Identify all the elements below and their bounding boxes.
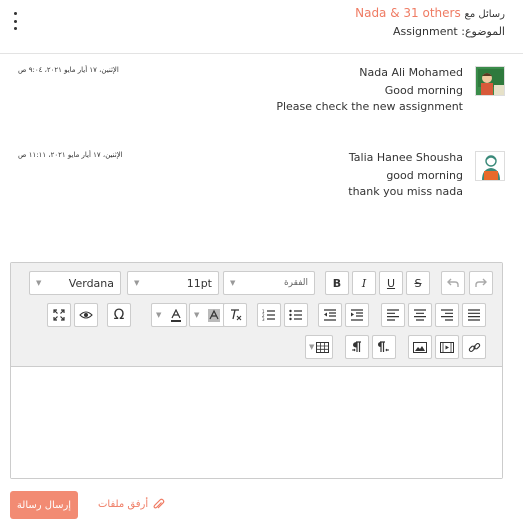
- undo-icon[interactable]: [441, 271, 465, 295]
- attach-files-label: أرفق ملفات: [98, 499, 149, 510]
- chevron-down-icon: ▼: [309, 343, 315, 351]
- message-text-line: thank you miss nada: [348, 185, 463, 198]
- font-family-select[interactable]: [29, 271, 121, 295]
- align-left-icon[interactable]: [381, 303, 405, 327]
- block-format-select[interactable]: [223, 271, 315, 295]
- svg-text:1: 1: [262, 309, 265, 314]
- font-size-select[interactable]: [127, 271, 219, 295]
- redo-icon[interactable]: [469, 271, 493, 295]
- message-date: الإثنين، ١٧ أيار مايو ٢٠٢١، ٩:٠٤ ص: [18, 66, 119, 74]
- message-text-line: Good morning: [384, 84, 463, 97]
- image-icon[interactable]: [408, 335, 432, 359]
- paperclip-icon: [153, 498, 165, 511]
- bullet-list-icon[interactable]: [284, 303, 308, 327]
- svg-text:3: 3: [262, 317, 265, 321]
- message-sender: Nada Ali Mohamed: [359, 66, 463, 79]
- avatar-teacher-icon: [475, 66, 505, 96]
- attach-files-link[interactable]: [98, 498, 165, 511]
- message-item: [0, 151, 523, 221]
- media-icon[interactable]: [435, 335, 459, 359]
- justify-icon[interactable]: [462, 303, 486, 327]
- rtl-icon[interactable]: [372, 335, 396, 359]
- align-right-icon[interactable]: [435, 303, 459, 327]
- message-sender: Talia Hanee Shousha: [348, 151, 463, 164]
- message-date: الإثنين، ١٧ أيار مايو ٢٠٢١، ١١:١١ ص: [18, 151, 123, 159]
- ltr-icon[interactable]: [345, 335, 369, 359]
- conversation-header: [0, 0, 523, 54]
- message-editor: [10, 262, 503, 479]
- table-icon[interactable]: [305, 335, 333, 359]
- font-size-value: 11pt: [186, 276, 212, 290]
- bold-button[interactable]: B: [325, 271, 349, 295]
- chevron-down-icon: ▼: [36, 279, 42, 287]
- send-message-button[interactable]: إرسال رسالة: [10, 491, 78, 519]
- font-color-icon[interactable]: [151, 303, 187, 327]
- indent-icon[interactable]: [345, 303, 369, 327]
- message-item: [0, 66, 523, 136]
- editor-toolbar: [11, 263, 502, 367]
- chevron-down-icon: ▼: [134, 279, 140, 287]
- subject-label: الموضوع:: [461, 25, 505, 38]
- participants-link[interactable]: Nada & 31 others: [355, 6, 461, 20]
- link-icon[interactable]: [462, 335, 486, 359]
- avatar-student-icon: [475, 151, 505, 181]
- clear-format-icon[interactable]: [223, 303, 247, 327]
- kebab-menu-icon[interactable]: [10, 12, 20, 30]
- message-textarea[interactable]: [11, 368, 502, 478]
- font-family-value: Verdana: [68, 276, 114, 290]
- italic-button[interactable]: I: [352, 271, 376, 295]
- outdent-icon[interactable]: [318, 303, 342, 327]
- chevron-down-icon: ▼: [156, 311, 162, 319]
- messages-with-label: رسائل مع: [464, 9, 505, 20]
- chevron-down-icon: ▼: [230, 279, 236, 287]
- ordered-list-icon[interactable]: [257, 303, 281, 327]
- preview-eye-icon[interactable]: [74, 303, 98, 327]
- conversation-title: [355, 6, 505, 20]
- subject-line: [393, 25, 505, 38]
- align-center-icon[interactable]: [408, 303, 432, 327]
- underline-button[interactable]: U: [379, 271, 403, 295]
- svg-text:2: 2: [262, 313, 265, 318]
- strikethrough-button[interactable]: S: [406, 271, 430, 295]
- fullscreen-icon[interactable]: [47, 303, 71, 327]
- message-text-line: Please check the new assignment: [276, 100, 463, 113]
- special-character-button[interactable]: Ω: [107, 303, 131, 327]
- chevron-down-icon: ▼: [194, 311, 200, 319]
- block-format-value: الفقرة: [283, 278, 308, 288]
- message-text-line: good morning: [386, 169, 463, 182]
- subject-value: Assignment: [392, 25, 458, 38]
- background-color-icon[interactable]: [189, 303, 225, 327]
